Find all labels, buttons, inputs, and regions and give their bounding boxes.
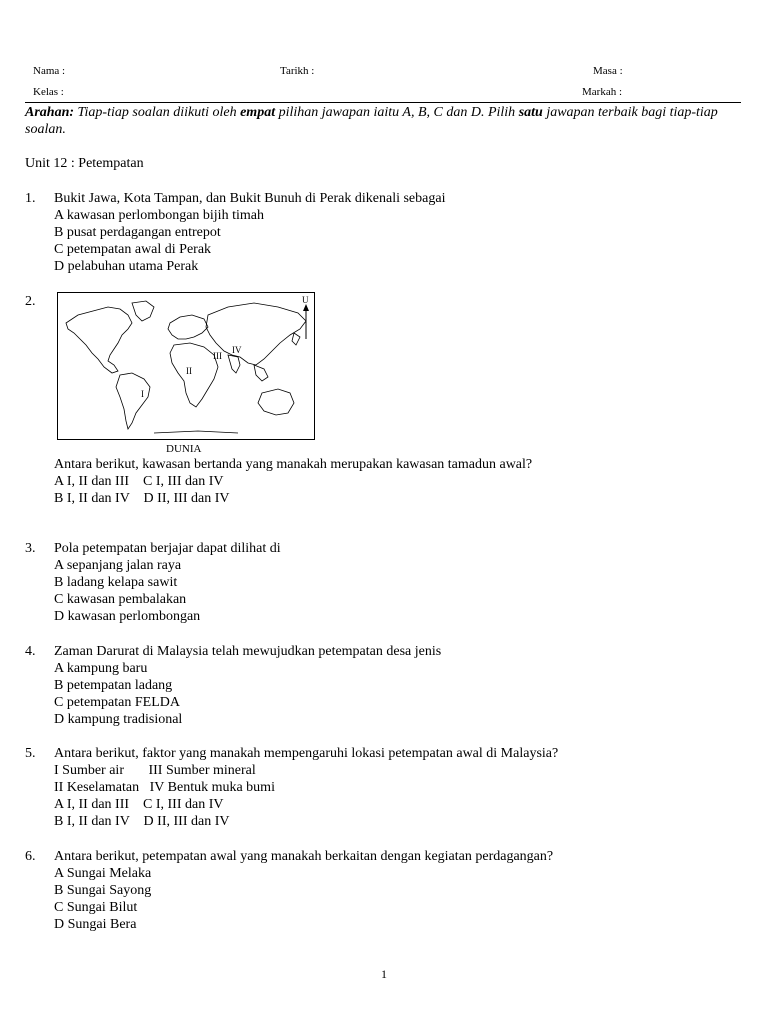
instructions-text-1: Tiap-tiap soalan diikuti oleh [74,105,241,120]
kelas-label: Kelas : [33,86,64,98]
question-5-block [54,745,558,830]
option-d: D pelabuhan utama Perak [54,259,199,274]
instructions [25,104,743,138]
page-number: 1 [381,967,387,981]
option-a: A kawasan perlombongan bijih timah [54,208,264,223]
north-label: U [302,295,309,305]
instructions-text-2: pilihan jawapan iaitu A, B, C dan D. Pilih [275,105,519,120]
question-number: 2. [25,294,36,309]
map-label-iii: III [213,351,222,361]
north-arrow-head [303,304,309,311]
world-map-figure [57,292,315,440]
africa-shape [170,343,218,407]
japan-shape [292,333,300,345]
instructions-bold-satu: satu [518,105,543,120]
option-d: D kampung tradisional [54,712,183,727]
option-b: B pusat perdagangan entrepot [54,225,221,240]
greenland-shape [132,301,154,321]
markah-label: Markah : [582,86,623,98]
tarikh-label: Tarikh : [280,65,315,77]
header-divider [25,102,741,103]
option-d: D kawasan perlombongan [54,609,201,624]
question-number: 4. [25,644,36,659]
question-4-block [54,643,441,728]
option-c: C Sungai Bilut [54,900,138,915]
option-row-2: B I, II dan IV D II, III dan IV [54,814,230,829]
option-row-2: B I, II dan IV D II, III dan IV [54,491,230,506]
option-row-1: A I, II dan III C I, III dan IV [54,474,224,489]
option-a: A sepanjang jalan raya [54,558,182,573]
map-label-i: I [141,389,144,399]
map-label-iv: IV [232,345,242,355]
instructions-bold-empat: empat [240,105,276,120]
instructions-label: Arahan: [25,105,75,120]
question-number: 5. [25,746,36,761]
question-text: Antara berikut, faktor yang manakah mempengaruhi lokasi petempatan awal di Malaysia? [54,746,559,761]
antarctica-edge [154,431,238,433]
question-number: 1. [25,191,36,206]
question-text: Bukit Jawa, Kota Tampan, dan Bukit Bunuh di Perak dikenali sebagai [54,191,446,206]
statement-row-2: II Keselamatan IV Bentuk muka bumi [54,780,275,795]
option-row-1: A I, II dan III C I, III dan IV [54,797,224,812]
option-a: A Sungai Melaka [54,866,152,881]
europe-shape [168,315,208,339]
map-label-ii: II [186,366,192,376]
instructions-text-3: jawapan terbaik bagi tiap-tiap soalan. [25,105,718,137]
question-number: 6. [25,849,36,864]
question-1-block [54,190,445,275]
option-c: C petempatan FELDA [54,695,180,710]
question-text: Antara berikut, petempatan awal yang manakah berkaitan dengan kegiatan perdagangan? [54,849,554,864]
option-c: C kawasan pembalakan [54,592,187,607]
north-america-shape [66,307,132,373]
south-america-shape [116,373,150,429]
option-b: B petempatan ladang [54,678,173,693]
unit-title: Unit 12 : Petempatan [25,156,144,171]
option-a: A kampung baru [54,661,148,676]
question-text: Zaman Darurat di Malaysia telah mewujudkan petempatan desa jenis [54,644,442,659]
southeast-asia-shape [254,365,268,381]
statement-row-1: I Sumber air III Sumber mineral [54,763,256,778]
question-2-block [54,456,532,507]
option-b: B ladang kelapa sawit [54,575,178,590]
india-shape [228,355,240,373]
option-d: D Sungai Bera [54,917,137,932]
masa-label: Masa : [593,65,623,77]
option-c: C petempatan awal di Perak [54,242,212,257]
question-number: 3. [25,541,36,556]
option-b: B Sungai Sayong [54,883,152,898]
question-3-block [54,540,281,625]
nama-label: Nama : [33,65,66,77]
question-6-block [54,848,553,933]
question-text: Pola petempatan berjajar dapat dilihat di [54,541,281,556]
map-caption: DUNIA [166,443,202,455]
question-text: Antara berikut, kawasan bertanda yang manakah merupakan kawasan tamadun awal? [54,457,533,472]
australia-shape [258,389,294,415]
